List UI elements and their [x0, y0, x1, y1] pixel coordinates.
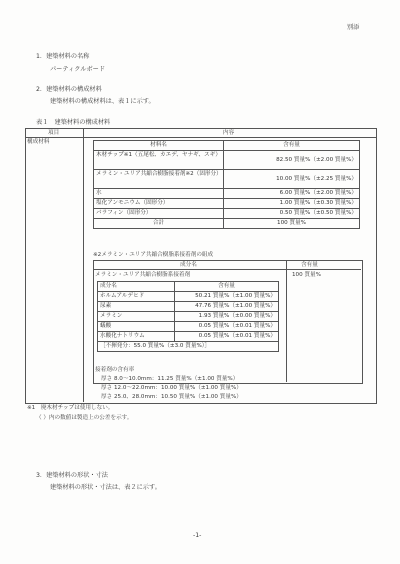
section1-title: 1．建築材料の名称	[36, 53, 90, 60]
total-label: 合計	[94, 219, 224, 229]
material-amount: 10.00 質量%（±2.25 質量%）	[224, 170, 360, 189]
component-amount: 0.05 質量%（±0.01 質量%）	[175, 332, 279, 342]
attachment-tag: 別添	[347, 24, 360, 31]
header-content: 内容	[223, 130, 235, 136]
component-amount-header: 含有量	[175, 282, 279, 292]
page-number: -1-	[193, 532, 202, 539]
material-amount: 82.50 質量%（±2.00 質量%）	[224, 151, 360, 170]
table1-caption: 表１ 建築材料の構成材料	[36, 119, 111, 126]
header-item: 項目	[48, 130, 60, 136]
material-name: 水	[94, 189, 224, 199]
component-name: 蟻酸	[98, 322, 175, 332]
note-tolerance: （ ）内の数値は製造上の公差を示す。	[36, 415, 133, 421]
thickness-line: 厚さ 25.0、28.0mm：10.50 質量%（±1.00 質量%）	[101, 394, 242, 400]
component-amount: 47.76 質量%（±1.00 質量%）	[175, 302, 279, 312]
component-table	[97, 281, 279, 352]
component-amount: 0.05 質量%（±0.01 質量%）	[175, 322, 279, 332]
component-amount: 50.21 質量%（±1.00 質量%）	[175, 292, 279, 302]
material-name: メラミン・ユリア共縮合樹脂接着剤※2（固形分）	[94, 170, 224, 189]
material-name: 塩化アンモニウム（固形分）	[94, 199, 224, 209]
section3-title: 3．建築材料の形状・寸法	[36, 472, 108, 479]
row-label: 構成材料	[27, 139, 50, 145]
section3-body: 建築材料の形状・寸法は、表２に示す。	[50, 484, 161, 491]
adhesive-name: メラミン・ユリア共縮合樹脂系接着剤	[95, 272, 191, 278]
thickness-line: 厚さ 12.0〜22.0mm：10.00 質量%（±1.00 質量%）	[101, 385, 242, 391]
component-amount: 1.93 質量%（±0.00 質量%）	[175, 312, 279, 322]
component-header: 成分名	[180, 262, 197, 268]
section2-title: 2．建築材料の構成材料	[36, 86, 102, 93]
material-amount-header: 含有量	[224, 141, 360, 151]
component-name: 水酸化ナトリウム	[98, 332, 175, 342]
thickness-line: 厚さ 8.0〜10.0mm：11.25 質量%（±1.00 質量%）	[101, 376, 239, 382]
section1-body: パーティクルボード	[50, 66, 106, 73]
content-header: 含有量	[301, 262, 318, 268]
note2-title: ※2メラミン・ユリア共縮合樹脂系接着剤の組成	[93, 252, 214, 258]
component-name: 尿素	[98, 302, 175, 312]
total-value: 100 質量%	[224, 219, 360, 229]
material-name-header: 材料名	[94, 141, 224, 151]
materials-table	[93, 140, 360, 229]
adhesive-content-title: 接着剤の含有率	[95, 367, 135, 373]
component-name: メラミン	[98, 312, 175, 322]
nonvolatile-content: ［不揮発分：55.0 質量%（±3.0 質量%）］	[98, 342, 279, 352]
material-amount: 6.00 質量%（±2.00 質量%）	[224, 189, 360, 199]
component-name: ホルムアルデヒド	[98, 292, 175, 302]
component-name-header: 成分名	[98, 282, 175, 292]
adhesive-amount: 100 質量%	[292, 272, 321, 278]
note1: ※1 廃木材チップは使用しない。	[27, 405, 114, 411]
material-amount: 1.00 質量%（±0.30 質量%）	[224, 199, 360, 209]
material-name: パラフィン（固形分）	[94, 209, 224, 219]
material-name: 木材チップ※1（五尾松、カエデ、ヤナギ、スギ）	[94, 151, 224, 170]
material-amount: 0.50 質量%（±0.50 質量%）	[224, 209, 360, 219]
section2-body: 建築材料の構成材料は、表１に示す。	[50, 98, 155, 105]
